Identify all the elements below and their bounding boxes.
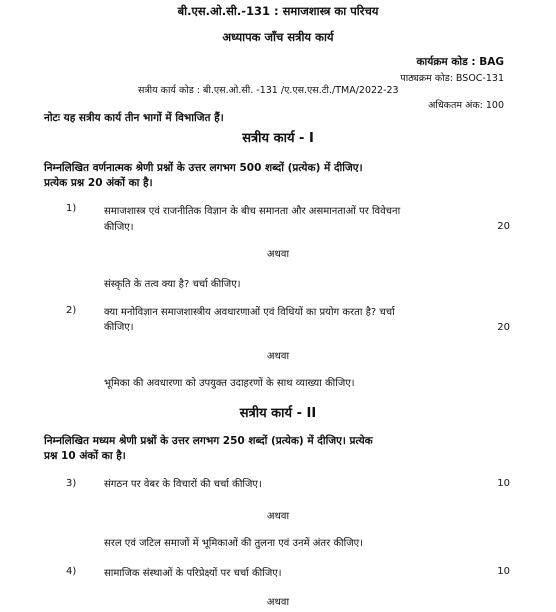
question-1-alternative: संस्कृति के तत्व क्या है? चर्चा कीजिए।	[104, 279, 241, 290]
or-separator: अथवा	[266, 249, 290, 260]
or-separator: अथवा	[266, 511, 290, 522]
question-1-line2: कीजिए।	[104, 222, 134, 233]
question-number: 1)	[66, 203, 77, 214]
or-separator: अथवा	[266, 597, 290, 608]
question-number: 4)	[66, 566, 77, 577]
section-1-instruction-line1: निम्नलिखित वर्णनात्मक श्रेणी प्रश्नों के उत्तर लगभग 500 शब्दों (प्रत्येक) में दीजिए।	[44, 162, 363, 174]
assignment-code: सत्रीय कार्य कोड : बी.एस.ओ.सी. -131 /ए.एस.एस.टी./TMA/2022-23	[138, 85, 399, 96]
question-3-line1: संगठन पर वेबर के विचारों की चर्चा कीजिए।	[104, 479, 262, 490]
course-code: पाठ्यक्रम कोड: BSOC-131	[400, 73, 504, 84]
section-2-heading: सत्रीय कार्य - II	[239, 406, 317, 421]
question-3-alternative: सरल एवं जटिल समाजों में भूमिकाओं की तुलना एवं उनमें अंतर कीजिए।	[104, 538, 363, 549]
question-2-alternative: भूमिका की अवधारणा को उपयुक्त उदाहरणों के साथ व्याख्या कीजिए।	[104, 378, 355, 389]
document-title: बी.एस.ओ.सी.-131 : समाजशास्त्र का परिचय	[177, 4, 379, 18]
programme-code: कार्यक्रम कोड : BAG	[416, 56, 504, 68]
question-1-marks: 20	[497, 221, 510, 232]
question-2-line2: कीजिए।	[104, 322, 134, 333]
question-3-marks: 10	[497, 478, 510, 489]
question-4-marks: 10	[497, 566, 510, 577]
question-number: 2)	[66, 305, 77, 316]
section-2-instruction-line1: निम्नलिखित मध्यम श्रेणी प्रश्नों के उत्तर लगभग 250 शब्दों (प्रत्येक) में दीजिए। प्रत्येक	[44, 435, 373, 447]
question-4-line1: सामाजिक संस्थाओं के परिप्रेक्ष्यों पर चर्चा कीजिए।	[104, 568, 282, 579]
question-1-line1: समाजशास्त्र एवं राजनीतिक विज्ञान के बीच समानता और असमानताओं पर विवेचना	[104, 206, 401, 217]
or-separator: अथवा	[266, 351, 290, 362]
section-1-heading: सत्रीय कार्य - I	[242, 131, 314, 146]
question-number: 3)	[66, 478, 77, 489]
note: नोटः यह सत्रीय कार्य तीन भागों में विभाजित हैं।	[44, 112, 224, 124]
question-2-line1: क्या मनोविज्ञान समाजशास्त्रीय अवधारणाओं एवं विधियों का प्रयोग करता है? चर्चा	[104, 307, 395, 318]
question-2-marks: 20	[497, 322, 510, 333]
section-2-instruction-line2: प्रश्न 10 अंकों का है।	[44, 450, 126, 462]
section-1-instruction-line2: प्रत्येक प्रश्न 20 अंकों का है।	[44, 177, 153, 189]
document-subtitle: अध्यापक जाँच सत्रीय कार्य	[222, 30, 334, 44]
max-marks: अधिकतम अंक: 100	[428, 100, 504, 111]
